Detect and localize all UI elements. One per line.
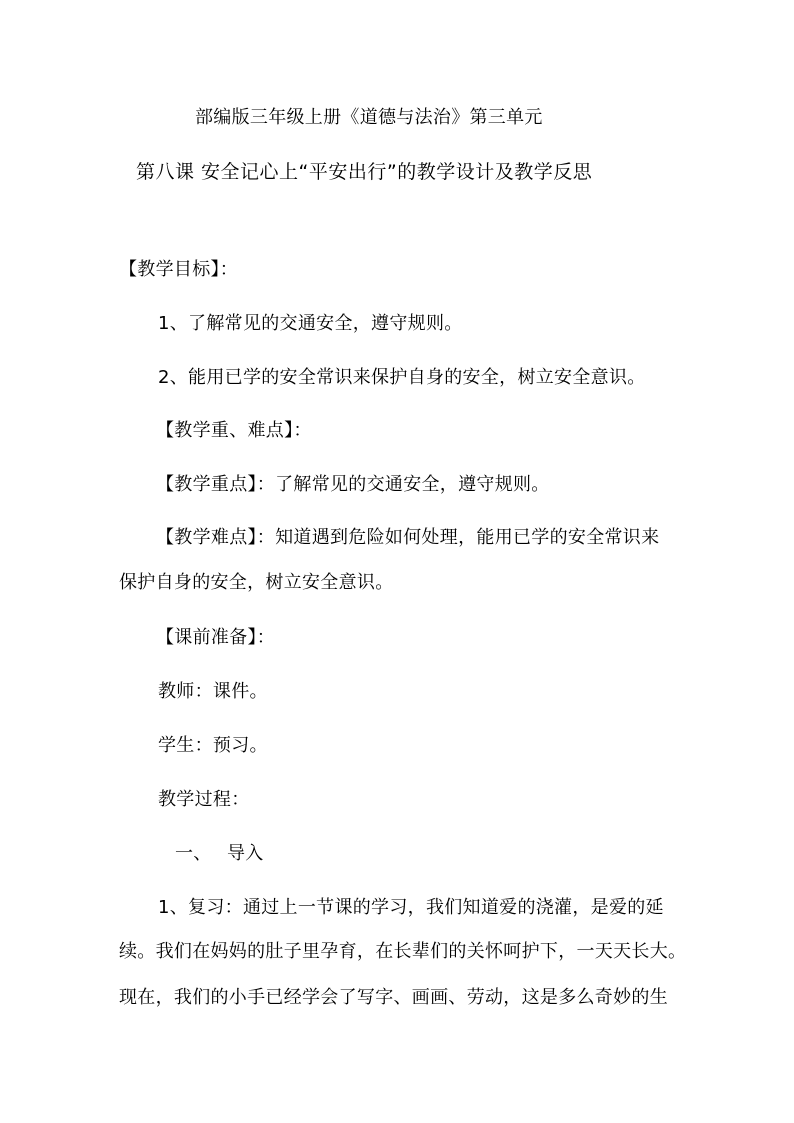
document-title: 部编版三年级上册《道德与法治》第三单元 [195,107,543,128]
paragraph-line-3: 现在，我们的小手已经学会了写字、画画、劳动，这是多么奇妙的生 [119,987,668,1008]
section-heading-1 [175,842,264,866]
objective-item-1: 1、了解常见的交通安全，遵守规则。 [158,313,463,334]
paragraph-line-2: 续。我们在妈妈的肚子里孕育，在长辈们的关怀呵护下，一天天长大。 [119,941,687,962]
objectives-heading: 【教学目标】： [119,259,239,280]
key-difficult-heading: 【教学重、难点】： [156,420,312,441]
paragraph-line-1: 1、复习：通过上一节课的学习，我们知道爱的浇灌，是爱的延 [158,897,664,918]
section-number: 一、 [175,843,212,864]
difficult-point-line-2: 保护自身的安全，树立安全意识。 [119,572,394,593]
process-heading: 教学过程： [158,789,250,810]
student-preparation: 学生：预习。 [158,735,268,756]
preparation-heading: 【课前准备】： [156,627,276,648]
section-title: 导入 [227,843,264,864]
difficult-point-line-1: 【教学难点】：知道遇到危险如何处理，能用已学的安全常识来 [156,527,660,548]
teacher-preparation: 教师：课件。 [158,681,268,702]
objective-item-2: 2、能用已学的安全常识来保护自身的安全，树立安全意识。 [158,367,646,388]
document-subtitle: 第八课 安全记心上“平安出行”的教学设计及教学反思 [136,161,593,183]
key-point: 【教学重点】：了解常见的交通安全，遵守规则。 [156,474,550,495]
